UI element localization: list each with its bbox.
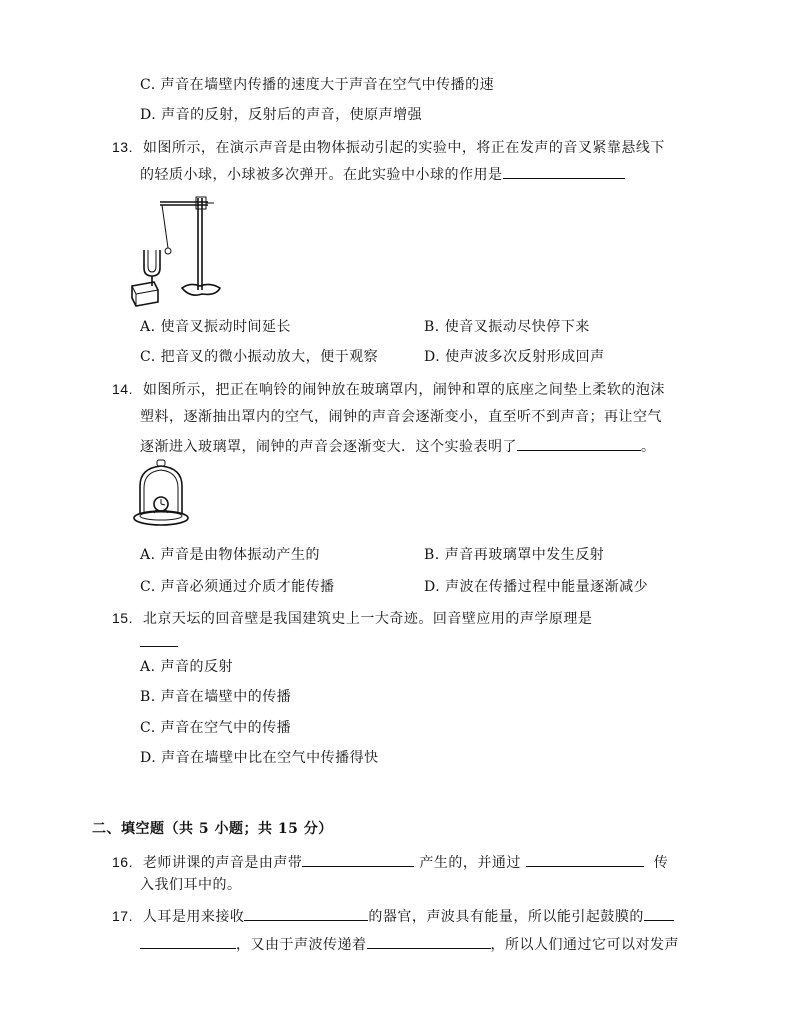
q15-option-d: D. 声音在墙壁中比在空气中传播得快	[140, 750, 379, 766]
q16-text-3: 传	[653, 855, 669, 871]
q17-text-1: 人耳是用来接收	[142, 909, 245, 925]
answer-blank[interactable]	[244, 906, 368, 921]
answer-blank[interactable]	[644, 906, 674, 921]
q15-stem-text-1: 北京天坛的回音壁是我国建筑史上一大奇迹。回音壁应用的声学原理是	[142, 611, 593, 627]
question-number: 17.	[112, 908, 133, 924]
question-number: 15.	[112, 610, 133, 626]
q14-stem-line-1	[112, 380, 665, 399]
q13-option-d: D. 使声波多次反射形成回声	[424, 349, 605, 365]
q14-stem-line-2: 塑料，逐渐抽出罩内的空气，闹钟的声音会逐渐变小，直至听不到声音；再让空气	[140, 409, 662, 425]
question-number: 14.	[112, 381, 133, 397]
q14-stem-text-3: 逐渐进入玻璃罩，闹钟的声音会逐渐变大．这个实验表明了	[140, 439, 517, 455]
q15-option-a: A. 声音的反射	[140, 659, 234, 675]
question-number: 13.	[112, 139, 133, 155]
q13-stem-text-2: 的轻质小球，小球被多次弹开。在此实验中小球的作用是	[140, 167, 503, 183]
q17-stem-line-2	[140, 934, 679, 954]
answer-blank[interactable]	[526, 852, 644, 867]
q17-text-2: 的器官，声波具有能量，所以能引起鼓膜的	[368, 909, 644, 925]
answer-blank[interactable]	[140, 934, 236, 949]
answer-blank[interactable]	[302, 852, 414, 867]
q12-option-d: D. 声音的反射，反射后的声音，使原声增强	[140, 107, 423, 123]
q13-option-a: A. 使音叉振动时间延长	[140, 319, 292, 335]
question-number: 16.	[112, 854, 133, 870]
q13-stem-line-2	[140, 164, 625, 184]
q15-answer-line	[140, 632, 178, 652]
q17-stem-line-1	[112, 906, 674, 926]
q13-option-b: B. 使音叉振动尽快停下来	[424, 319, 590, 335]
q14-option-b: B. 声音再玻璃罩中发生反射	[424, 547, 605, 563]
bell-jar-alarm-clock-figure	[132, 458, 190, 530]
q14-option-c: C. 声音必须通过介质才能传播	[140, 579, 335, 595]
q16-stem-line-1	[112, 852, 668, 872]
q13-option-c: C. 把音叉的微小振动放大，便于观察	[140, 349, 379, 365]
q14-option-a: A. 声音是由物体振动产生的	[140, 547, 321, 563]
q14-stem-text-1: 如图所示，把正在响铃的闹钟放在玻璃罩内，闹钟和罩的底座之间垫上柔软的泡沫	[142, 382, 665, 398]
q14-stem-line-3	[140, 436, 656, 456]
q14-option-d: D. 声波在传播过程中能量逐渐减少	[424, 579, 649, 595]
answer-blank[interactable]	[367, 934, 491, 949]
q14-stem-end: 。	[641, 439, 656, 455]
q16-text-2: 产生的，并通过	[419, 855, 521, 871]
q16-text-1: 老师讲课的声音是由声带	[142, 855, 303, 871]
section-title: 二、填空题（共 5 小题；共 15 分）	[92, 821, 333, 837]
q15-option-c: C. 声音在空气中的传播	[140, 720, 292, 736]
tuning-fork-pendulum-figure	[124, 190, 224, 308]
q13-stem-line-1	[112, 138, 665, 157]
q17-text-3: ，又由于声波传递着	[236, 937, 367, 953]
q15-stem-line-1	[112, 609, 592, 628]
q12-option-c: C. 声音在墙壁内传播的速度大于声音在空气中传播的速	[140, 77, 495, 93]
q13-stem-text-1: 如图所示，在演示声音是由物体振动引起的实验中，将正在发声的音叉紧靠悬线下	[142, 140, 665, 156]
q15-option-b: B. 声音在墙壁中的传播	[140, 689, 292, 705]
answer-blank[interactable]	[140, 632, 178, 647]
q17-text-4: ，所以人们通过它可以对发声	[490, 937, 679, 953]
q16-stem-line-2: 入我们耳中的。	[140, 877, 242, 893]
answer-blank[interactable]	[503, 164, 625, 179]
answer-blank[interactable]	[517, 436, 641, 451]
